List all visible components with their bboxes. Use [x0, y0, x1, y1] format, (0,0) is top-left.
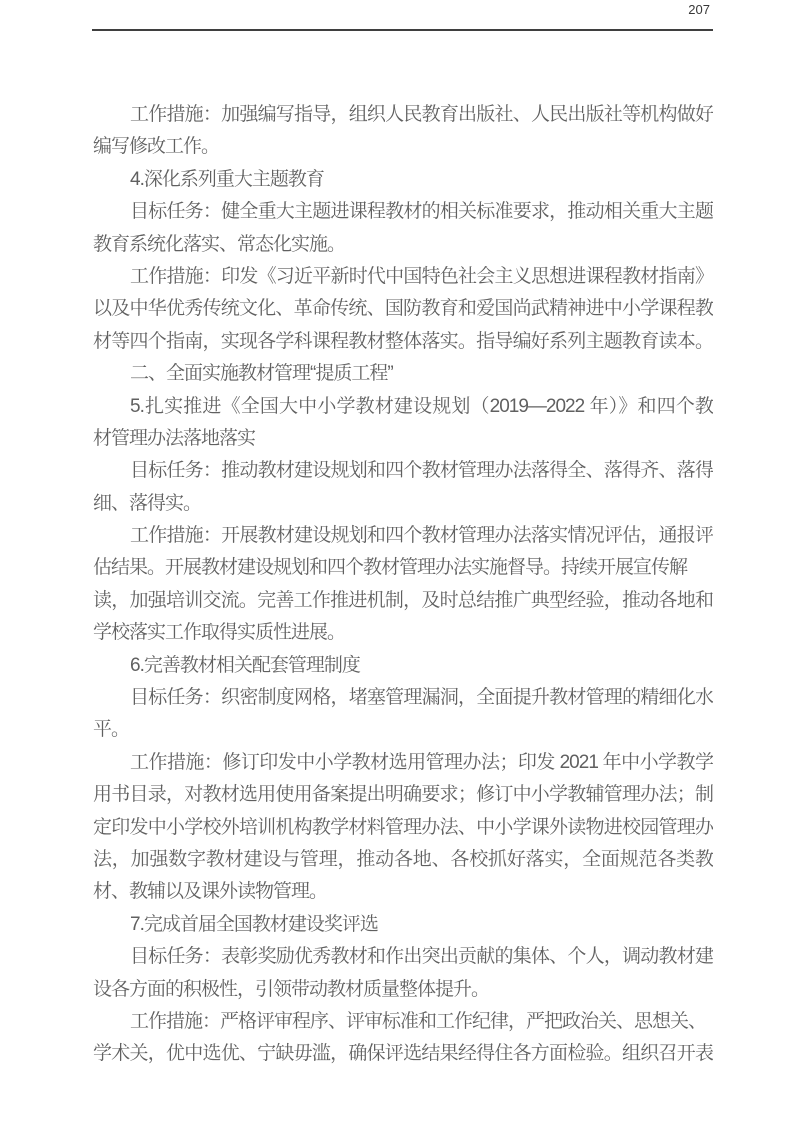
document-body: [93, 99, 713, 1071]
text-line: 工作措施：严格评审程序、评审标准和工作纪律，严把政治关、思想关、: [130, 1010, 707, 1032]
text-line: 4.深化系列重大主题教育: [130, 168, 324, 190]
header-rule: [92, 29, 713, 31]
text-line: 定印发中小学校外培训机构教学材料管理办法、中小学课外读物进校园管理办: [93, 816, 713, 838]
text-line: 法，加强数字教材建设与管理，推动各地、各校抓好落实，全面规范各类教: [93, 848, 713, 870]
page-number: 207: [688, 2, 710, 17]
text-line: 工作措施：开展教材建设规划和四个教材管理办法落实情况评估，通报评: [130, 525, 713, 547]
text-line: 用书目录，对教材选用使用备案提出明确要求；修订中小学教辅管理办法；制: [93, 784, 713, 806]
text-line: 细、落得实。: [93, 492, 202, 514]
text-line: 工作措施：印发《习近平新时代中国特色社会主义思想进课程教材指南》: [130, 265, 713, 287]
text-line: 以及中华优秀传统文化、革命传统、国防教育和爱国尚武精神进中小学课程教: [93, 298, 713, 320]
text-line: 工作措施：修订印发中小学教材选用管理办法；印发 2021 年中小学教学: [130, 751, 713, 773]
text-line: 材、教辅以及课外读物管理。: [93, 881, 328, 903]
text-line: 5.扎实推进《全国大中小学教材建设规划（2019—2022 年）》和四个教: [130, 395, 713, 417]
text-line: 材等四个指南，实现各学科课程教材整体落实。指导编好系列主题教育读本。: [93, 330, 713, 352]
text-line: 学校落实工作取得实质性进展。: [93, 622, 346, 644]
text-line: 材管理办法落地落实: [93, 427, 256, 449]
text-line: 目标任务：健全重大主题进课程教材的相关标准要求，推动相关重大主题: [130, 201, 713, 223]
text-line: 目标任务：表彰奖励优秀教材和作出突出贡献的集体、个人，调动教材建: [130, 946, 713, 968]
text-line: 6.完善教材相关配套管理制度: [130, 654, 360, 676]
text-line: 估结果。开展教材建设规划和四个教材管理办法实施督导。持续开展宣传解: [93, 557, 688, 579]
text-line: 工作措施：加强编写指导，组织人民教育出版社、人民出版社等机构做好: [130, 104, 713, 125]
text-line: 学术关，优中选优、宁缺毋滥，确保评选结果经得住各方面检验。组织召开表: [93, 1043, 713, 1065]
text-line: 设各方面的积极性，引领带动教材质量整体提升。: [93, 978, 490, 1000]
text-line: 目标任务：织密制度网格，堵塞管理漏洞，全面提升教材管理的精细化水: [130, 687, 713, 709]
text-line: 目标任务：推动教材建设规划和四个教材管理办法落得全、落得齐、落得: [130, 460, 713, 482]
text-line: 二、全面实施教材管理“提质工程”: [130, 363, 393, 385]
text-line: 读，加强培训交流。完善工作推进机制，及时总结推广典型经验，推动各地和: [93, 589, 713, 611]
text-line: 教育系统化落实、常态化实施。: [93, 233, 346, 255]
text-line: 7.完成首届全国教材建设奖评选: [130, 913, 378, 935]
text-line: 编写修改工作。: [93, 136, 220, 158]
text-line: 平。: [93, 719, 130, 741]
